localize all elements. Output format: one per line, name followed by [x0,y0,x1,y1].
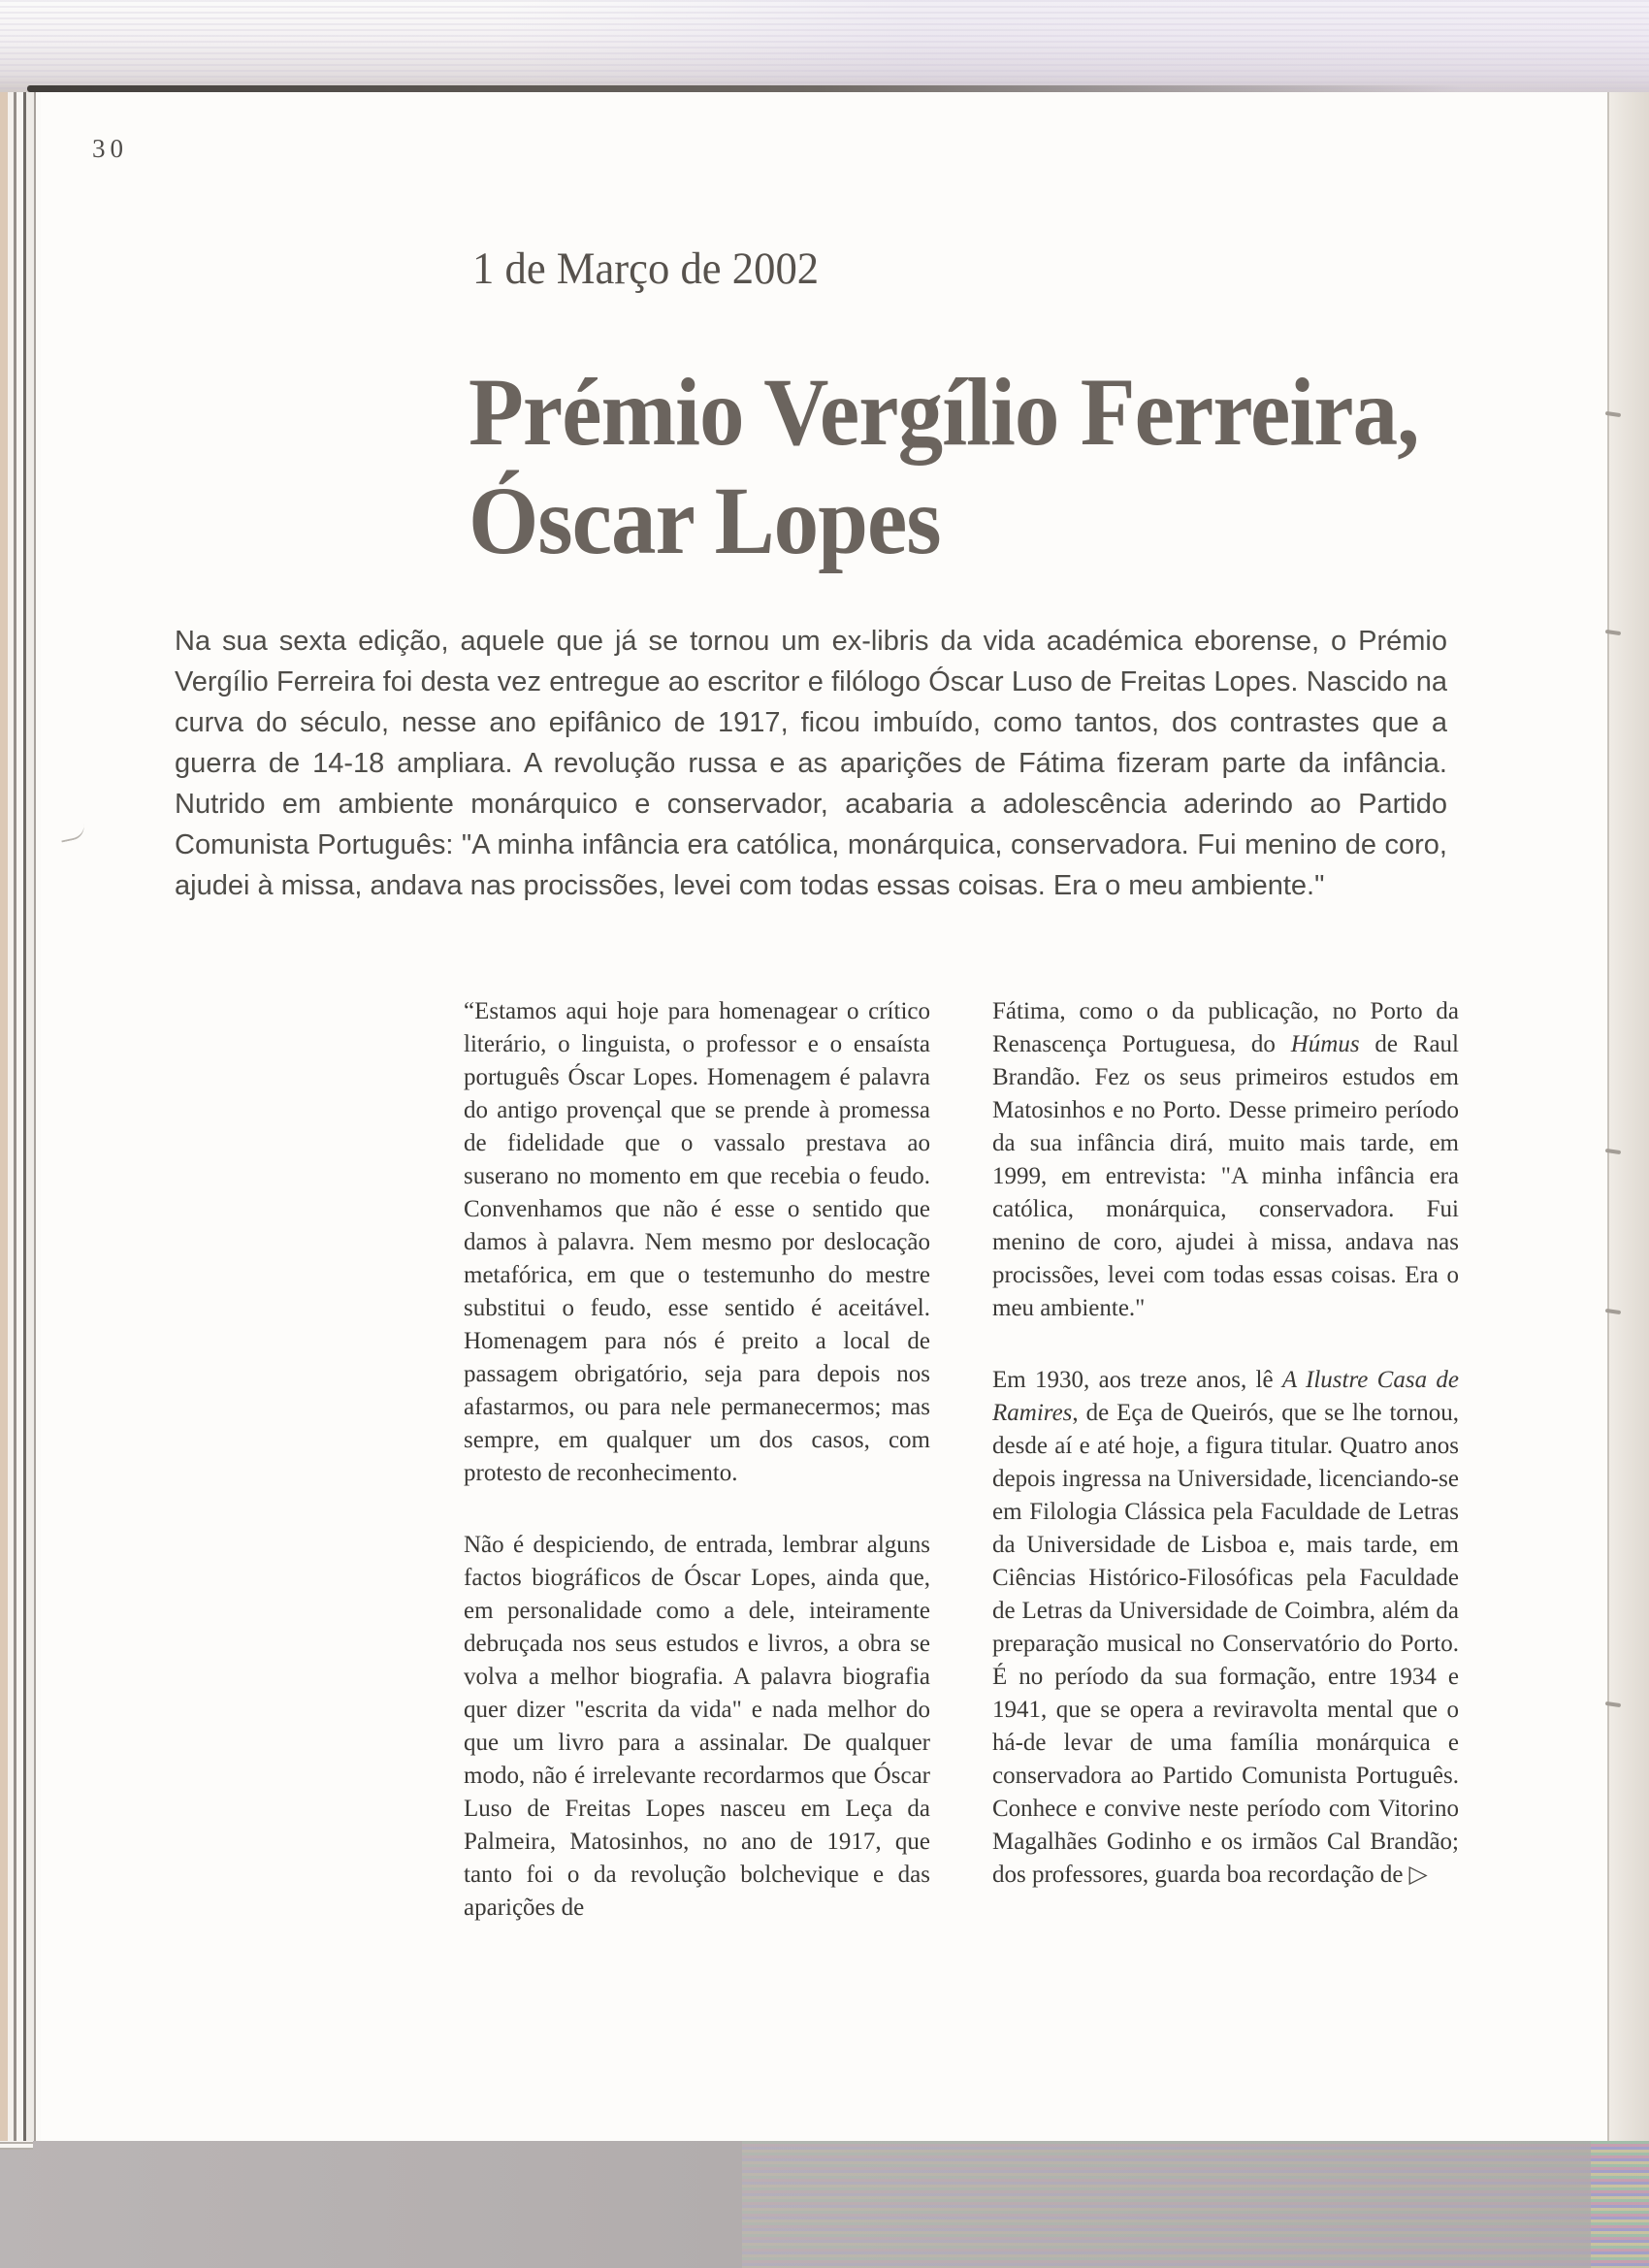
text-run: Fátima, como o da publicação, no Porto da Renascença Portuguesa, do [992,998,1459,1057]
scanner-band-top [0,0,1649,93]
fold-notch [1605,630,1621,635]
fold-notch [1605,411,1621,417]
text-run: Em 1930, aos treze anos, lê [992,1367,1282,1393]
article-title-line-1: Prémio Vergílio Ferreira, [469,358,1419,466]
text-run: Húmus [1290,1031,1360,1057]
body-paragraph [464,995,930,1490]
scanner-band-bottom [0,2141,1649,2268]
body-paragraph [992,995,1459,1325]
body-columns [464,995,1459,1925]
text-run: A Ilustre Casa de Ramires [992,1367,1459,1426]
fold-notch [1605,1149,1621,1154]
body-paragraph [992,1364,1459,1892]
text-run: , de Eça de Queirós, que se lhe tornou, desde aí e até hoje, a figura titular. Quatro anos depois ingressa na Universidade, licenciando-se em Filologia Clássica pela Faculdade de Letras da Universidade de Lisboa e, mais tarde, em Ciências Histórico-Filosóficas pela Faculdade de Letras da Universidade de Coimbra, além da preparação musical no Conservatório do Porto. É no período da sua formação, entre 1934 e 1941, que se opera a reviravolta mental que o há-de levar de uma família monárquica e conservadora ao Partido Comunista Português. Conhece e convive neste período com Vitorino Magalhães Godinho e os irmãos Cal Brandão; dos professores, guarda boa recordação de [992,1400,1459,1888]
page-top-edge-shadow [27,85,1463,92]
left-column [464,995,930,1925]
page-number: 30 [92,134,128,163]
right-column [992,995,1459,1925]
text-run: Não é despiciendo, de entrada, lembrar alguns factos biográficos de Óscar Lopes, ainda que, em personalidade como a dele, inteiramente debruçada nos seus estudos e livros, a obra se volva a melhor biografia. A palavra biografia quer dizer "escrita da vida" e nada melhor do que um livro para a assinalar. De qualquer modo, não é irrelevante recordarmos que Óscar Luso de Freitas Lopes nasceu em Leça da Palmeira, Matosinhos, no ano de 1917, que tanto foi o da revolução bolchevique e das aparições de [464,1532,930,1921]
page-right-fold [1607,92,1649,2141]
fold-notch [1605,1701,1621,1707]
text-run: “Estamos aqui hoje para homenagear o crítico literário, o linguista, o professor e o ensaísta português Óscar Lopes. Homenagem é palavra do antigo provençal que se prende à promessa de fidelidade que o vassalo prestava ao suserano no momento em que recebia o feudo. Convenhamos que não é esse o sentido que damos à palavra. Nem mesmo por deslocação metafórica, em que o testemunho do mestre substitui o feudo, esse sentido é aceitável. Homenagem para nós é preito a local de passagem obrigatório, seja para depois nos afastarmos, ou para nele permanecermos; mas sempre, em qualquer um dos casos, com protesto de reconhecimento. [464,998,930,1486]
text-run: de Raul Brandão. Fez os seus primeiros estudos em Matosinhos e no Porto. Desse primeiro período da sua infância dirá, muito mais tarde, em 1999, em entrevista: "A minha infância era católica, monárquica, conservadora. Fui menino de coro, ajudei à missa, andava nas procissões, levei com todas essas coisas. Era o meu ambiente." [992,1031,1459,1321]
article-date: 1 de Março de 2002 [472,243,820,294]
article-title-line-2: Óscar Lopes [469,467,941,574]
lead-paragraph: Na sua sexta edição, aquele que já se tornou um ex-libris da vida académica eborense, o Prémio Vergílio Ferreira foi desta vez entregue ao escritor e filólogo Óscar Luso de Freitas Lopes. Nascido na curva do século, nesse ano epifânico de 1917, ficou imbuído, como tantos, dos contrastes que a guerra de 14-18 ampliara. A revolução russa e as aparições de Fátima fizeram parte da infância. Nutrido em ambiente monárquico e conservador, acabaria a adolescência aderindo ao Partido Comunista Português: "A minha infância era católica, monárquica, conservadora. Fui menino de coro, ajudei à missa, andava nas procissões, levei com todas essas coisas. Era o meu ambiente." [175,626,1447,901]
article-title [469,358,1419,575]
fold-notch [1605,1309,1621,1314]
book-spine-edges [0,92,41,2141]
body-paragraph [464,1529,930,1925]
continuation-marker-icon: ▷ [1408,1862,1428,1888]
